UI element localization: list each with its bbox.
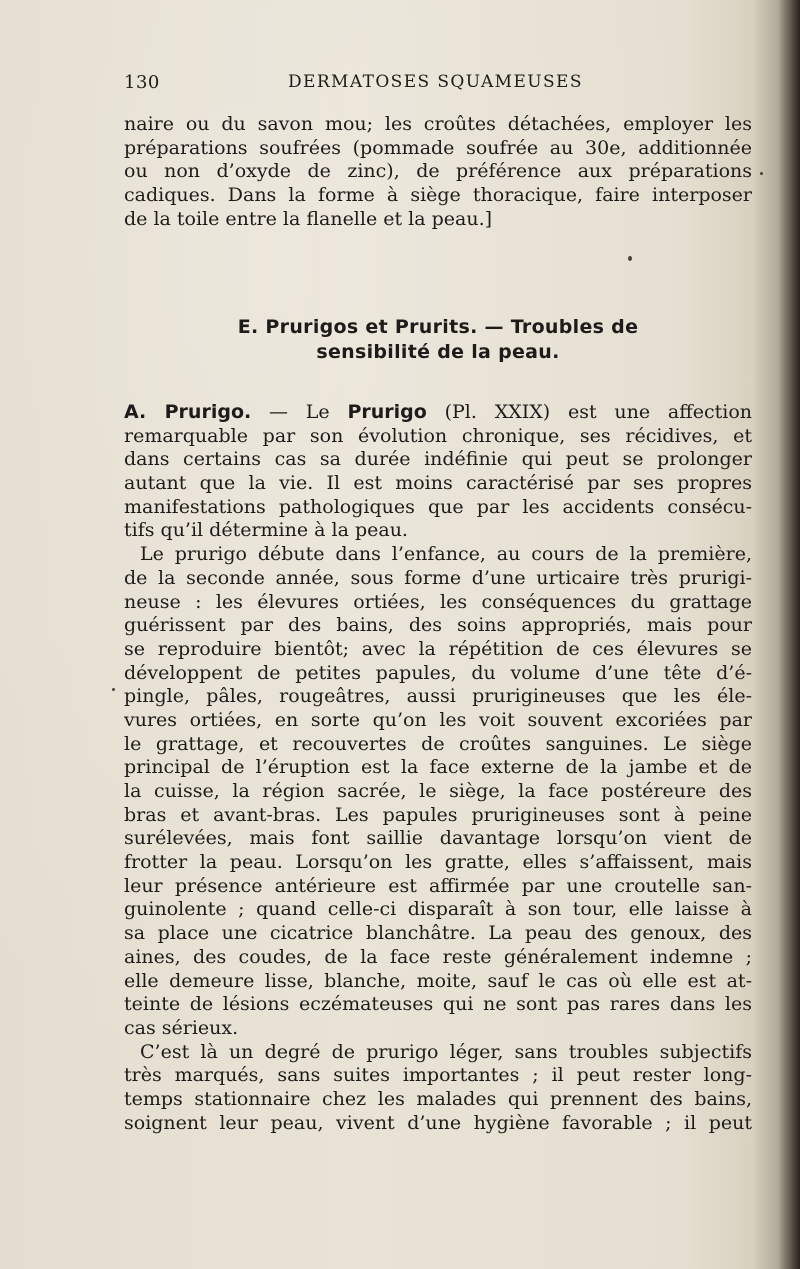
text-line: ou non d’oxyde de zinc), de préférence aux préparations xyxy=(124,160,752,183)
section-title-line: E. Prurigos et Prurits. — Troubles de xyxy=(237,316,639,338)
text-line: C’est là un degré de prurigo léger, sans troubles subjectifs xyxy=(140,1040,752,1063)
ink-speck xyxy=(760,172,763,175)
text-line: se reproduire bientôt; avec la répétition de ces élevures se xyxy=(124,637,752,660)
text-line: autant que la vie. Il est moins caractérisé par ses propres xyxy=(124,472,752,495)
text-line: développent de petites papules, du volume d’une tête d’é- xyxy=(124,661,752,684)
text-line: elle demeure lisse, blanche, moite, sauf le cas où elle est at- xyxy=(124,969,752,992)
text-line: temps stationnaire chez les malades qui prennent des bains, xyxy=(124,1087,752,1110)
page-number: 130 xyxy=(124,72,160,93)
text-line: sa place une cicatrice blanchâtre. La peau des genoux, des xyxy=(124,922,752,945)
text-line: surélevées, mais font saillie davantage lorsqu’on vient de xyxy=(124,827,752,850)
prurigo-heading-line xyxy=(124,401,752,425)
text-line: très marqués, sans suites importantes ; il peut rester long- xyxy=(124,1064,752,1087)
ink-speck xyxy=(628,256,632,261)
text-line: préparations soufrées (pommade soufrée au 30e, additionnée xyxy=(124,136,752,159)
text-line: principal de l’éruption est la face externe de la jambe et de xyxy=(124,756,752,779)
text-line: guinolente ; quand celle-ci disparaît à son tour, elle laisse à xyxy=(124,898,752,921)
text-line: teinte de lésions eczémateuses qui ne sont pas rares dans les xyxy=(124,993,752,1016)
prurigo-section xyxy=(124,401,752,1135)
text-line: le grattage, et recouvertes de croûtes sanguines. Le siège xyxy=(124,732,752,755)
text-line: de la toile entre la flanelle et la peau.] xyxy=(124,207,493,230)
text-line: pingle, pâles, rougeâtres, aussi prurigineuses que les éle- xyxy=(124,685,752,708)
term-prurigo: Prurigo xyxy=(347,401,427,423)
text-line: de la seconde année, sous forme d’une urticaire très prurigi- xyxy=(124,566,752,589)
text-line: cadiques. Dans la forme à siège thoracique, faire interposer xyxy=(124,184,752,207)
section-title xyxy=(124,315,752,365)
text-line: bras et avant-bras. Les papules prurigineuses sont à peine xyxy=(124,803,752,826)
page-header xyxy=(124,72,752,96)
text-line: remarquable par son évolution chronique, ses récidives, et xyxy=(124,424,752,447)
text-line: guérissent par des bains, des soins appropriés, mais pour xyxy=(124,614,752,637)
ink-speck xyxy=(112,688,115,691)
section-title-line: sensibilité de la peau. xyxy=(316,341,560,363)
text-line: soignent leur peau, vivent d’une hygiène favorable ; il peut xyxy=(124,1111,752,1134)
text-line: neuse : les élevures ortiées, les conséquences du grattage xyxy=(124,590,752,613)
subsection-label: A. Prurigo. xyxy=(124,401,252,423)
text-line: manifestations pathologiques que par les accidents consécu- xyxy=(124,495,752,518)
page-edge-shadow xyxy=(778,0,800,1269)
heading-dash: — Le xyxy=(251,401,348,423)
heading-rest: (Pl. XXIX) est une affection xyxy=(426,401,752,423)
intro-paragraph xyxy=(124,113,752,231)
text-line: cas sérieux. xyxy=(124,1016,239,1039)
text-line: Le prurigo débute dans l’enfance, au cours de la première, xyxy=(140,543,752,566)
text-line: naire ou du savon mou; les croûtes détachées, employer les xyxy=(124,113,752,135)
text-line: frotter la peau. Lorsqu’on les gratte, elles s’affaissent, mais xyxy=(124,851,752,874)
text-line: tifs qu’il détermine à la peau. xyxy=(124,519,408,542)
text-line: la cuisse, la région sacrée, le siège, la face postéreure des xyxy=(124,780,752,802)
running-head: DERMATOSES SQUAMEUSES xyxy=(288,72,583,92)
text-line: aines, des coudes, de la face reste généralement indemne ; xyxy=(124,945,752,968)
text-line: dans certains cas sa durée indéfinie qui peut se prolonger xyxy=(124,448,752,471)
text-line: leur présence antérieure est affirmée par une croutelle san- xyxy=(124,874,752,897)
text-line: vures ortiées, en sorte qu’on les voit souvent excoriées par xyxy=(124,708,752,731)
